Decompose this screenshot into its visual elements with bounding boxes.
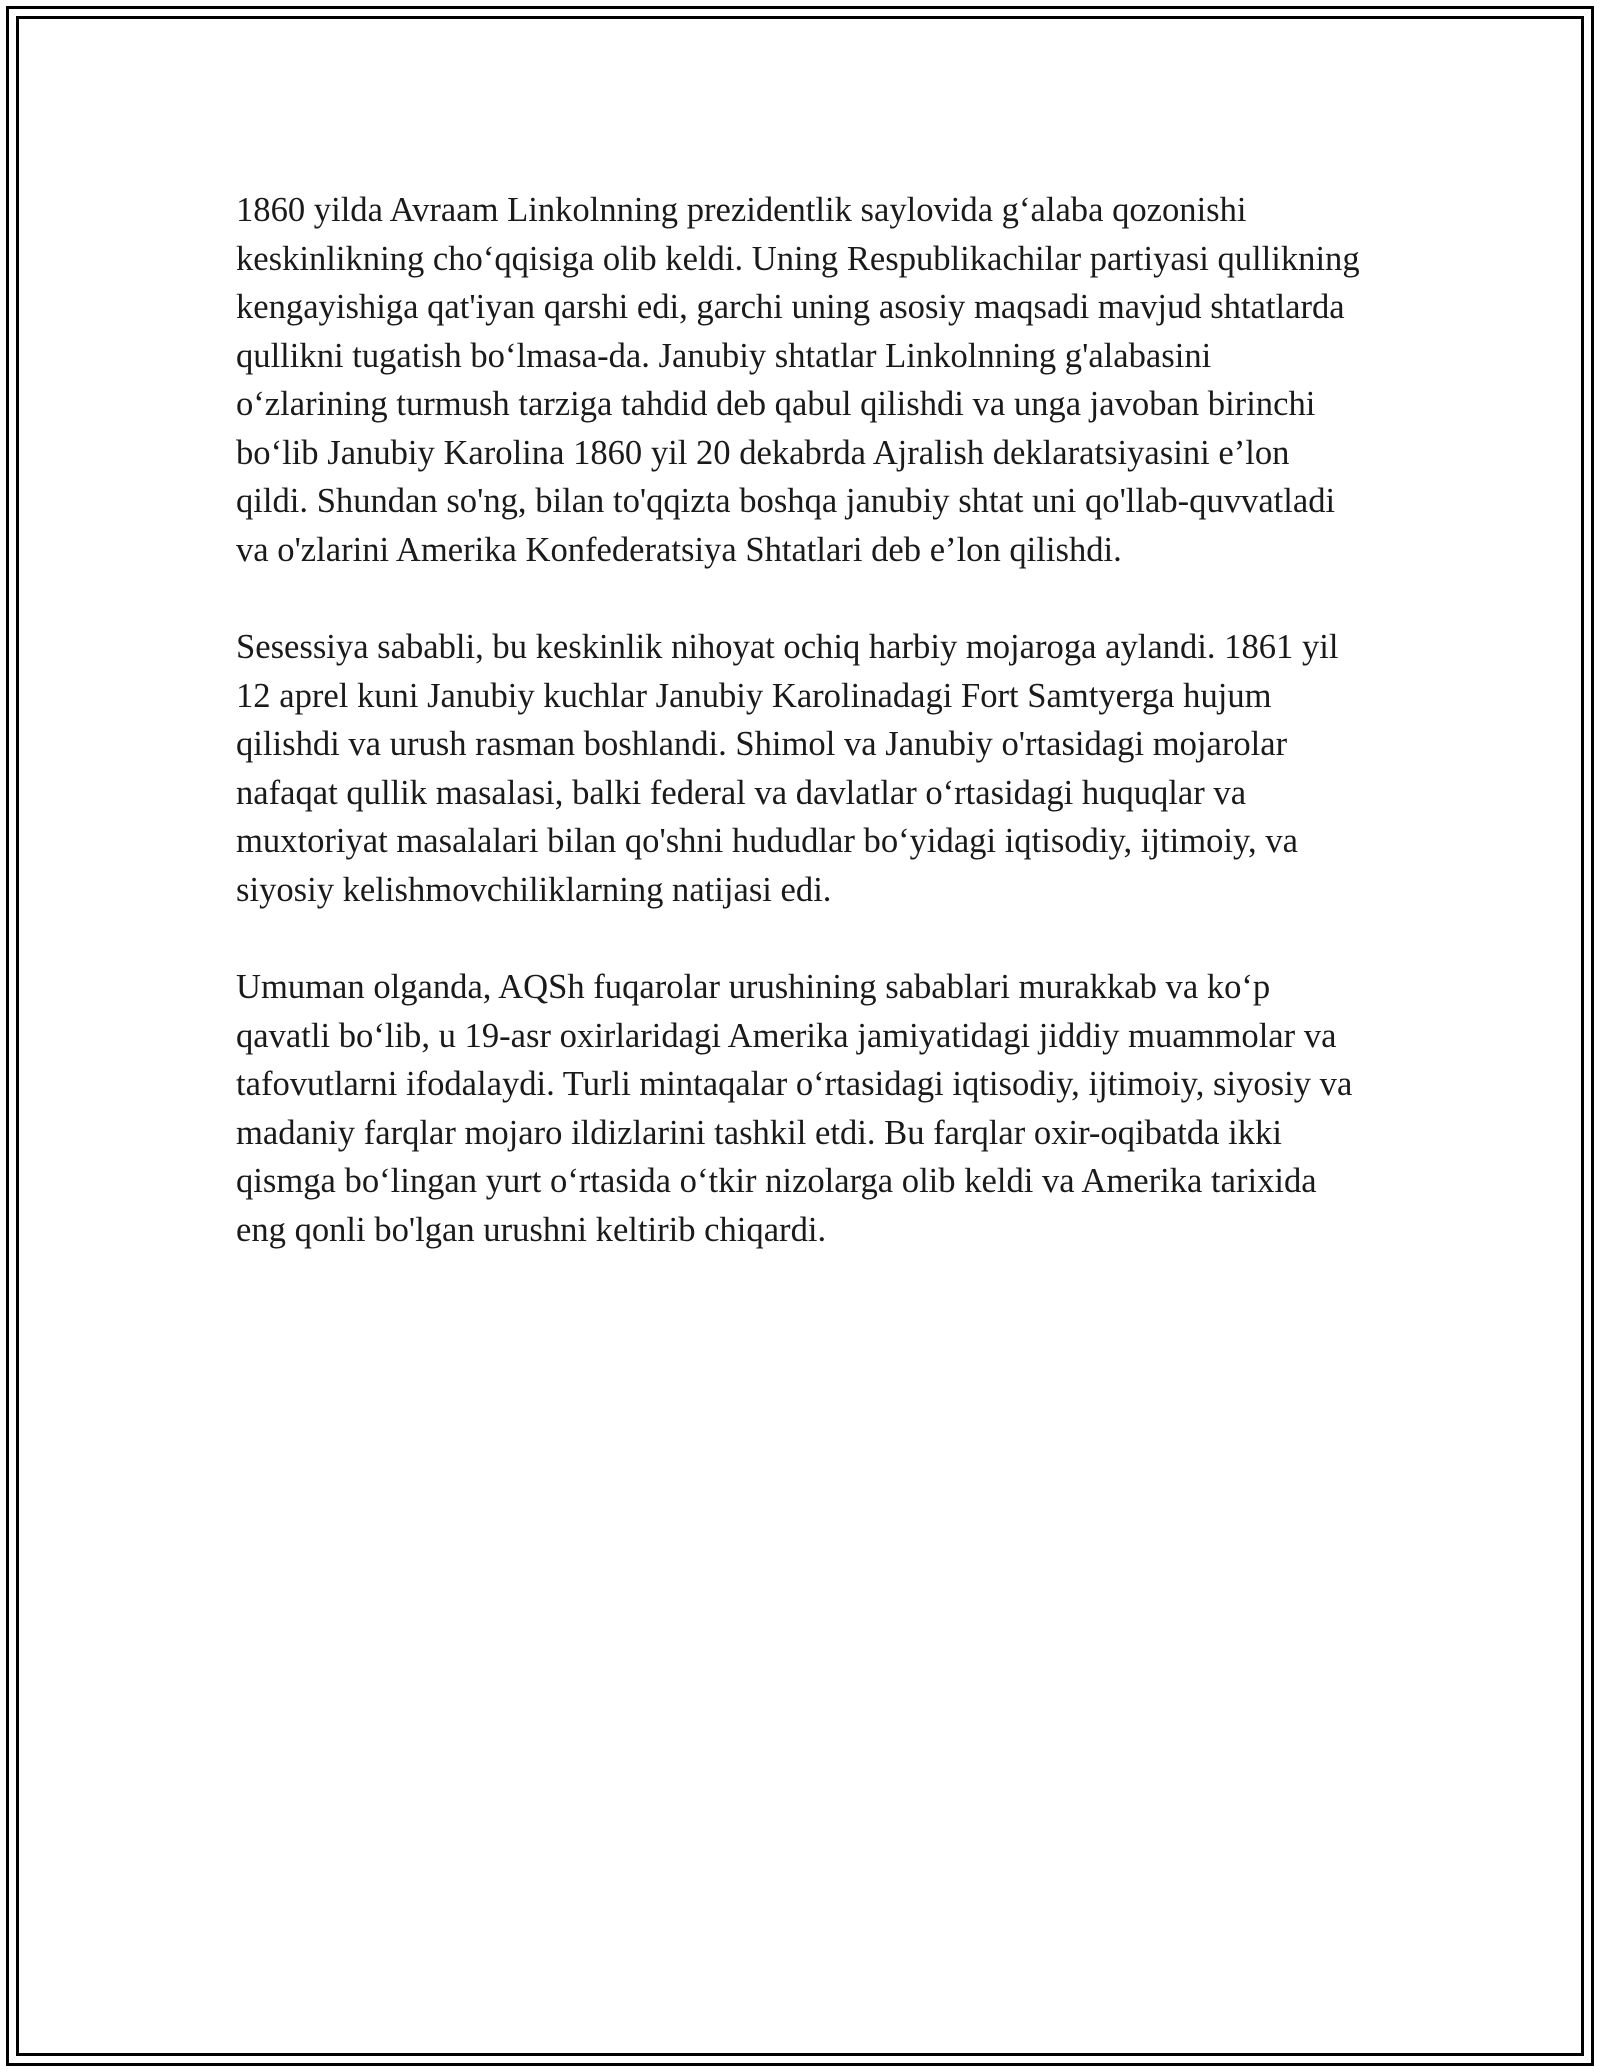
paragraph-1: 1860 yilda Avraam Linkolnning prezidentlik saylovida g‘alaba qozonishi keskinlikning cho‘qqisiga olib keldi. Uning Respublikachilar partiyasi qullikning kengayishiga qat'iyan qarshi edi, garchi uning asosiy maqsadi mavjud shtatlarda qullikni tugatish bo‘lmasa-da. Janubiy shtatlar Linkolnning g'alabasini o‘zlarining turmush tarziga tahdid deb qabul qilishdi va unga javoban birinchi bo‘lib Janubiy Karolina 1860 yil 20 dekabrda Ajralish deklaratsiyasini e’lon qildi. Shundan so'ng, bilan to'qqizta boshqa janubiy shtat uni qo'llab-quvvatladi va o'zlarini Amerika Konfederatsiya Shtatlari deb e’lon qilishdi.	[236, 191, 1360, 569]
paragraph-3: Umuman olganda, AQSh fuqarolar urushining sabablari murakkab va ko‘p qavatli bo‘lib, u 19-asr oxirlaridagi Amerika jamiyatidagi jiddiy muammolar va tafovutlarni ifodalaydi. Turli mintaqalar o‘rtasidagi iqtisodiy, ijtimoiy, siyosiy va madaniy farqlar mojaro ildizlarini tashkil etdi. Bu farqlar oxir-oqibatda ikki qismga bo‘lingan yurt o‘rtasida o‘tkir nizolarga olib keldi va Amerika tarixida eng qonli bo'lgan urushni keltirib chiqardi.	[236, 968, 1353, 1249]
document-body	[236, 186, 1366, 1303]
paragraph-2: Sesessiya sababli, bu keskinlik nihoyat ochiq harbiy mojaroga aylandi. 1861 yil 12 aprel kuni Janubiy kuchlar Janubiy Karolinadagi Fort Samtyerga hujum qilishdi va urush rasman boshlandi. Shimol va Janubiy o'rtasidagi mojarolar nafaqat qullik masalasi, balki federal va davlatlar o‘rtasidagi huquqlar va muxtoriyat masalalari bilan qo'shni hududlar bo‘yidagi iqtisodiy, ijtimoiy, va siyosiy kelishmovchiliklarning natijasi edi.	[236, 628, 1339, 909]
